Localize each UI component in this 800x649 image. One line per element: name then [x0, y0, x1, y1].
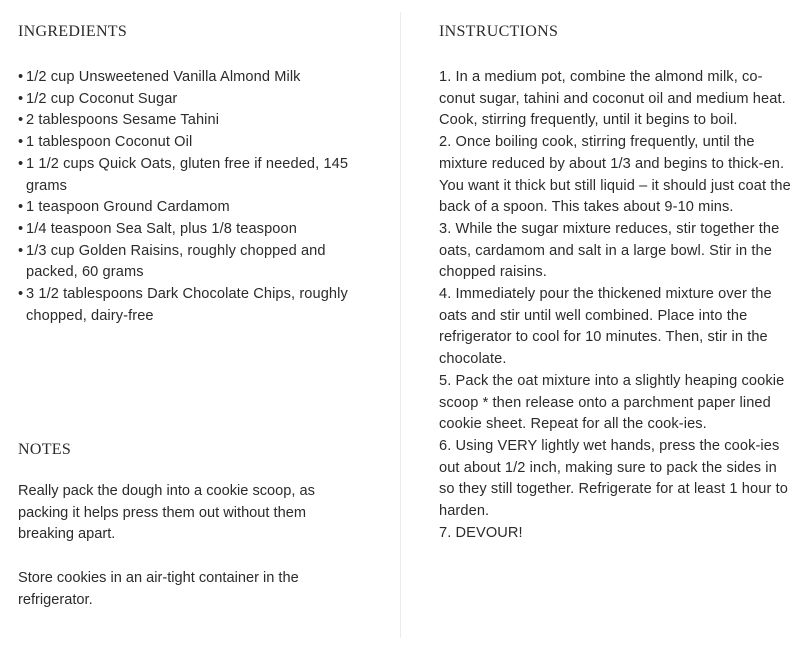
bullet-icon: • — [18, 90, 24, 107]
bullet-icon: • — [18, 286, 24, 303]
column-divider — [400, 12, 401, 638]
bullet-icon: • — [18, 220, 24, 237]
bullet-icon: • — [18, 155, 24, 172]
bullet-icon: • — [18, 112, 24, 129]
ingredient-text: 1/3 cup Golden Raisins, roughly chopped and packed, 60 grams — [26, 242, 326, 281]
notes-paragraph: Really pack the dough into a cookie scoop, as packing it helps press them out without them breaking apart. — [18, 483, 315, 543]
ingredient-text: 1 teaspoon Ground Cardamom — [26, 199, 230, 216]
ingredient-item — [18, 284, 380, 327]
instruction-step: 3. While the sugar mixture reduces, stir together the oats, cardamom and salt in a large bowl. Stir in the chopped raisins. — [439, 220, 780, 281]
instruction-step: 4. Immediately pour the thickened mixture over the oats and stir until well combined. Place into the refrigerator to cool for 10 minutes. Then, stir in the chocolate. — [439, 286, 772, 368]
ingredient-text: 1 tablespoon Coconut Oil — [26, 134, 193, 151]
instruction-step: 6. Using VERY lightly wet hands, press the cook-ies out about 1/2 inch, making sure to pack the sides in so they still together. Refrigerate for at least 1 hour to harden. — [439, 437, 788, 520]
bullet-icon: • — [18, 242, 24, 259]
instruction-step: 5. Pack the oat mixture into a slightly heaping cookie scoop * then release onto a parchment paper lined cookie sheet. Repeat for all the cook-ies. — [439, 372, 785, 433]
bullet-icon: • — [18, 199, 24, 216]
ingredient-item — [18, 132, 380, 154]
ingredient-item — [18, 154, 380, 197]
instruction-step: 7. DEVOUR! — [439, 524, 523, 541]
bullet-icon: • — [18, 69, 24, 85]
ingredient-text: 1/2 cup Unsweetened Vanilla Almond Milk — [26, 69, 301, 85]
ingredient-item — [18, 241, 380, 284]
ingredients-list — [18, 67, 380, 327]
ingredient-item — [18, 89, 380, 111]
instruction-step: 2. Once boiling cook, stirring frequently, until the mixture reduced by about 1/3 and begins to thick-en. You want it thick but still liquid – it should just coat the back of a spoon. This takes about 9-10 mins. — [439, 134, 791, 216]
instructions-heading: INSTRUCTIONS — [439, 23, 559, 40]
ingredient-text: 3 1/2 tablespoons Dark Chocolate Chips, roughly chopped, dairy-free — [26, 286, 348, 324]
notes-paragraph: Store cookies in an air-tight container in the refrigerator. — [18, 569, 299, 608]
notes-body — [18, 481, 358, 633]
ingredient-text: 1/2 cup Coconut Sugar — [26, 90, 178, 107]
ingredients-heading: INGREDIENTS — [18, 23, 128, 40]
ingredient-item — [18, 67, 380, 89]
ingredient-text: 1 1/2 cups Quick Oats, gluten free if needed, 145 grams — [26, 155, 349, 194]
notes-heading: NOTES — [18, 441, 72, 458]
ingredient-text: 2 tablespoons Sesame Tahini — [26, 112, 220, 129]
ingredient-item — [18, 219, 380, 241]
ingredient-item — [18, 110, 380, 132]
ingredient-item — [18, 197, 380, 219]
instruction-step: 1. In a medium pot, combine the almond milk, co-conut sugar, tahini and coconut oil and medium heat. Cook, stirring frequently, until it begins to boil. — [439, 69, 786, 129]
ingredient-text: 1/4 teaspoon Sea Salt, plus 1/8 teaspoon — [26, 220, 297, 237]
instructions-steps — [439, 67, 791, 544]
bullet-icon: • — [18, 134, 24, 151]
